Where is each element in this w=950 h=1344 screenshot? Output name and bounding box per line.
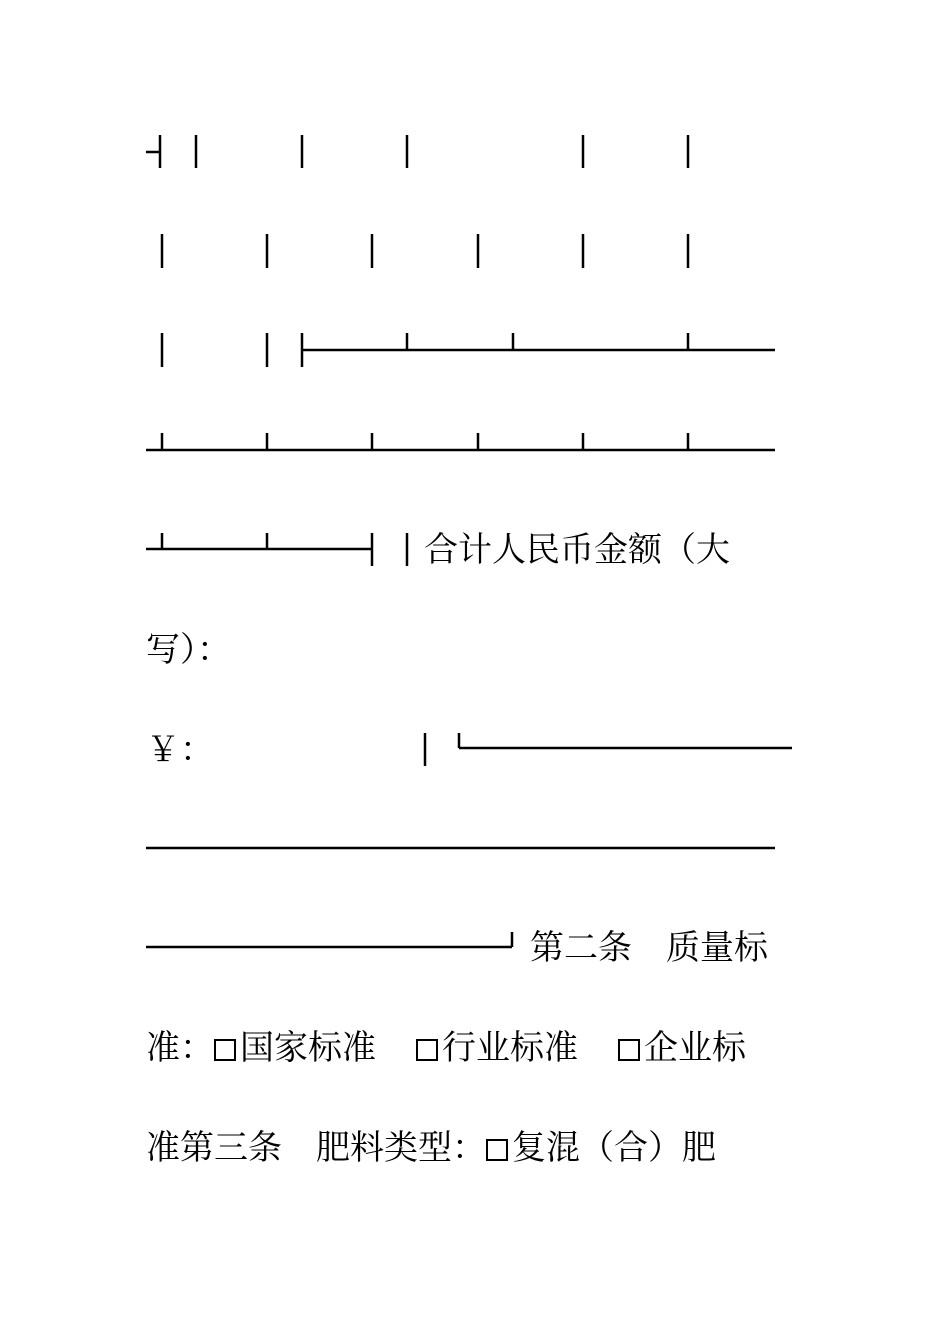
total-amount-label-continued: 写）： <box>146 630 231 670</box>
article-3-line <box>146 1128 716 1168</box>
enterprise-standard-label: 企业标 <box>644 1028 746 1068</box>
compound-fertilizer-checkbox[interactable] <box>486 1139 508 1161</box>
compound-fertilizer-label: 复混（合）肥 <box>512 1128 716 1168</box>
total-amount-label: 合计人民币金额（大 <box>424 530 730 570</box>
industry-standard-checkbox[interactable] <box>416 1039 438 1061</box>
quality-standard-options <box>146 1028 746 1068</box>
enterprise-standard-checkbox[interactable] <box>618 1039 640 1061</box>
article-2-number: 第二条 <box>530 928 632 968</box>
article-3-title: 肥料类型： <box>316 1128 486 1168</box>
national-standard-checkbox[interactable] <box>214 1039 236 1061</box>
enterprise-standard-label-continued: 准 <box>146 1128 180 1168</box>
yen-amount-label: ￥： <box>146 730 214 770</box>
article-2-title: 质量标 <box>666 928 768 968</box>
article-2-heading <box>530 928 768 968</box>
article-2-title-continued: 准： <box>146 1028 214 1068</box>
article-3-number: 第三条 <box>180 1128 282 1168</box>
national-standard-label: 国家标准 <box>240 1028 376 1068</box>
industry-standard-label: 行业标准 <box>442 1028 578 1068</box>
